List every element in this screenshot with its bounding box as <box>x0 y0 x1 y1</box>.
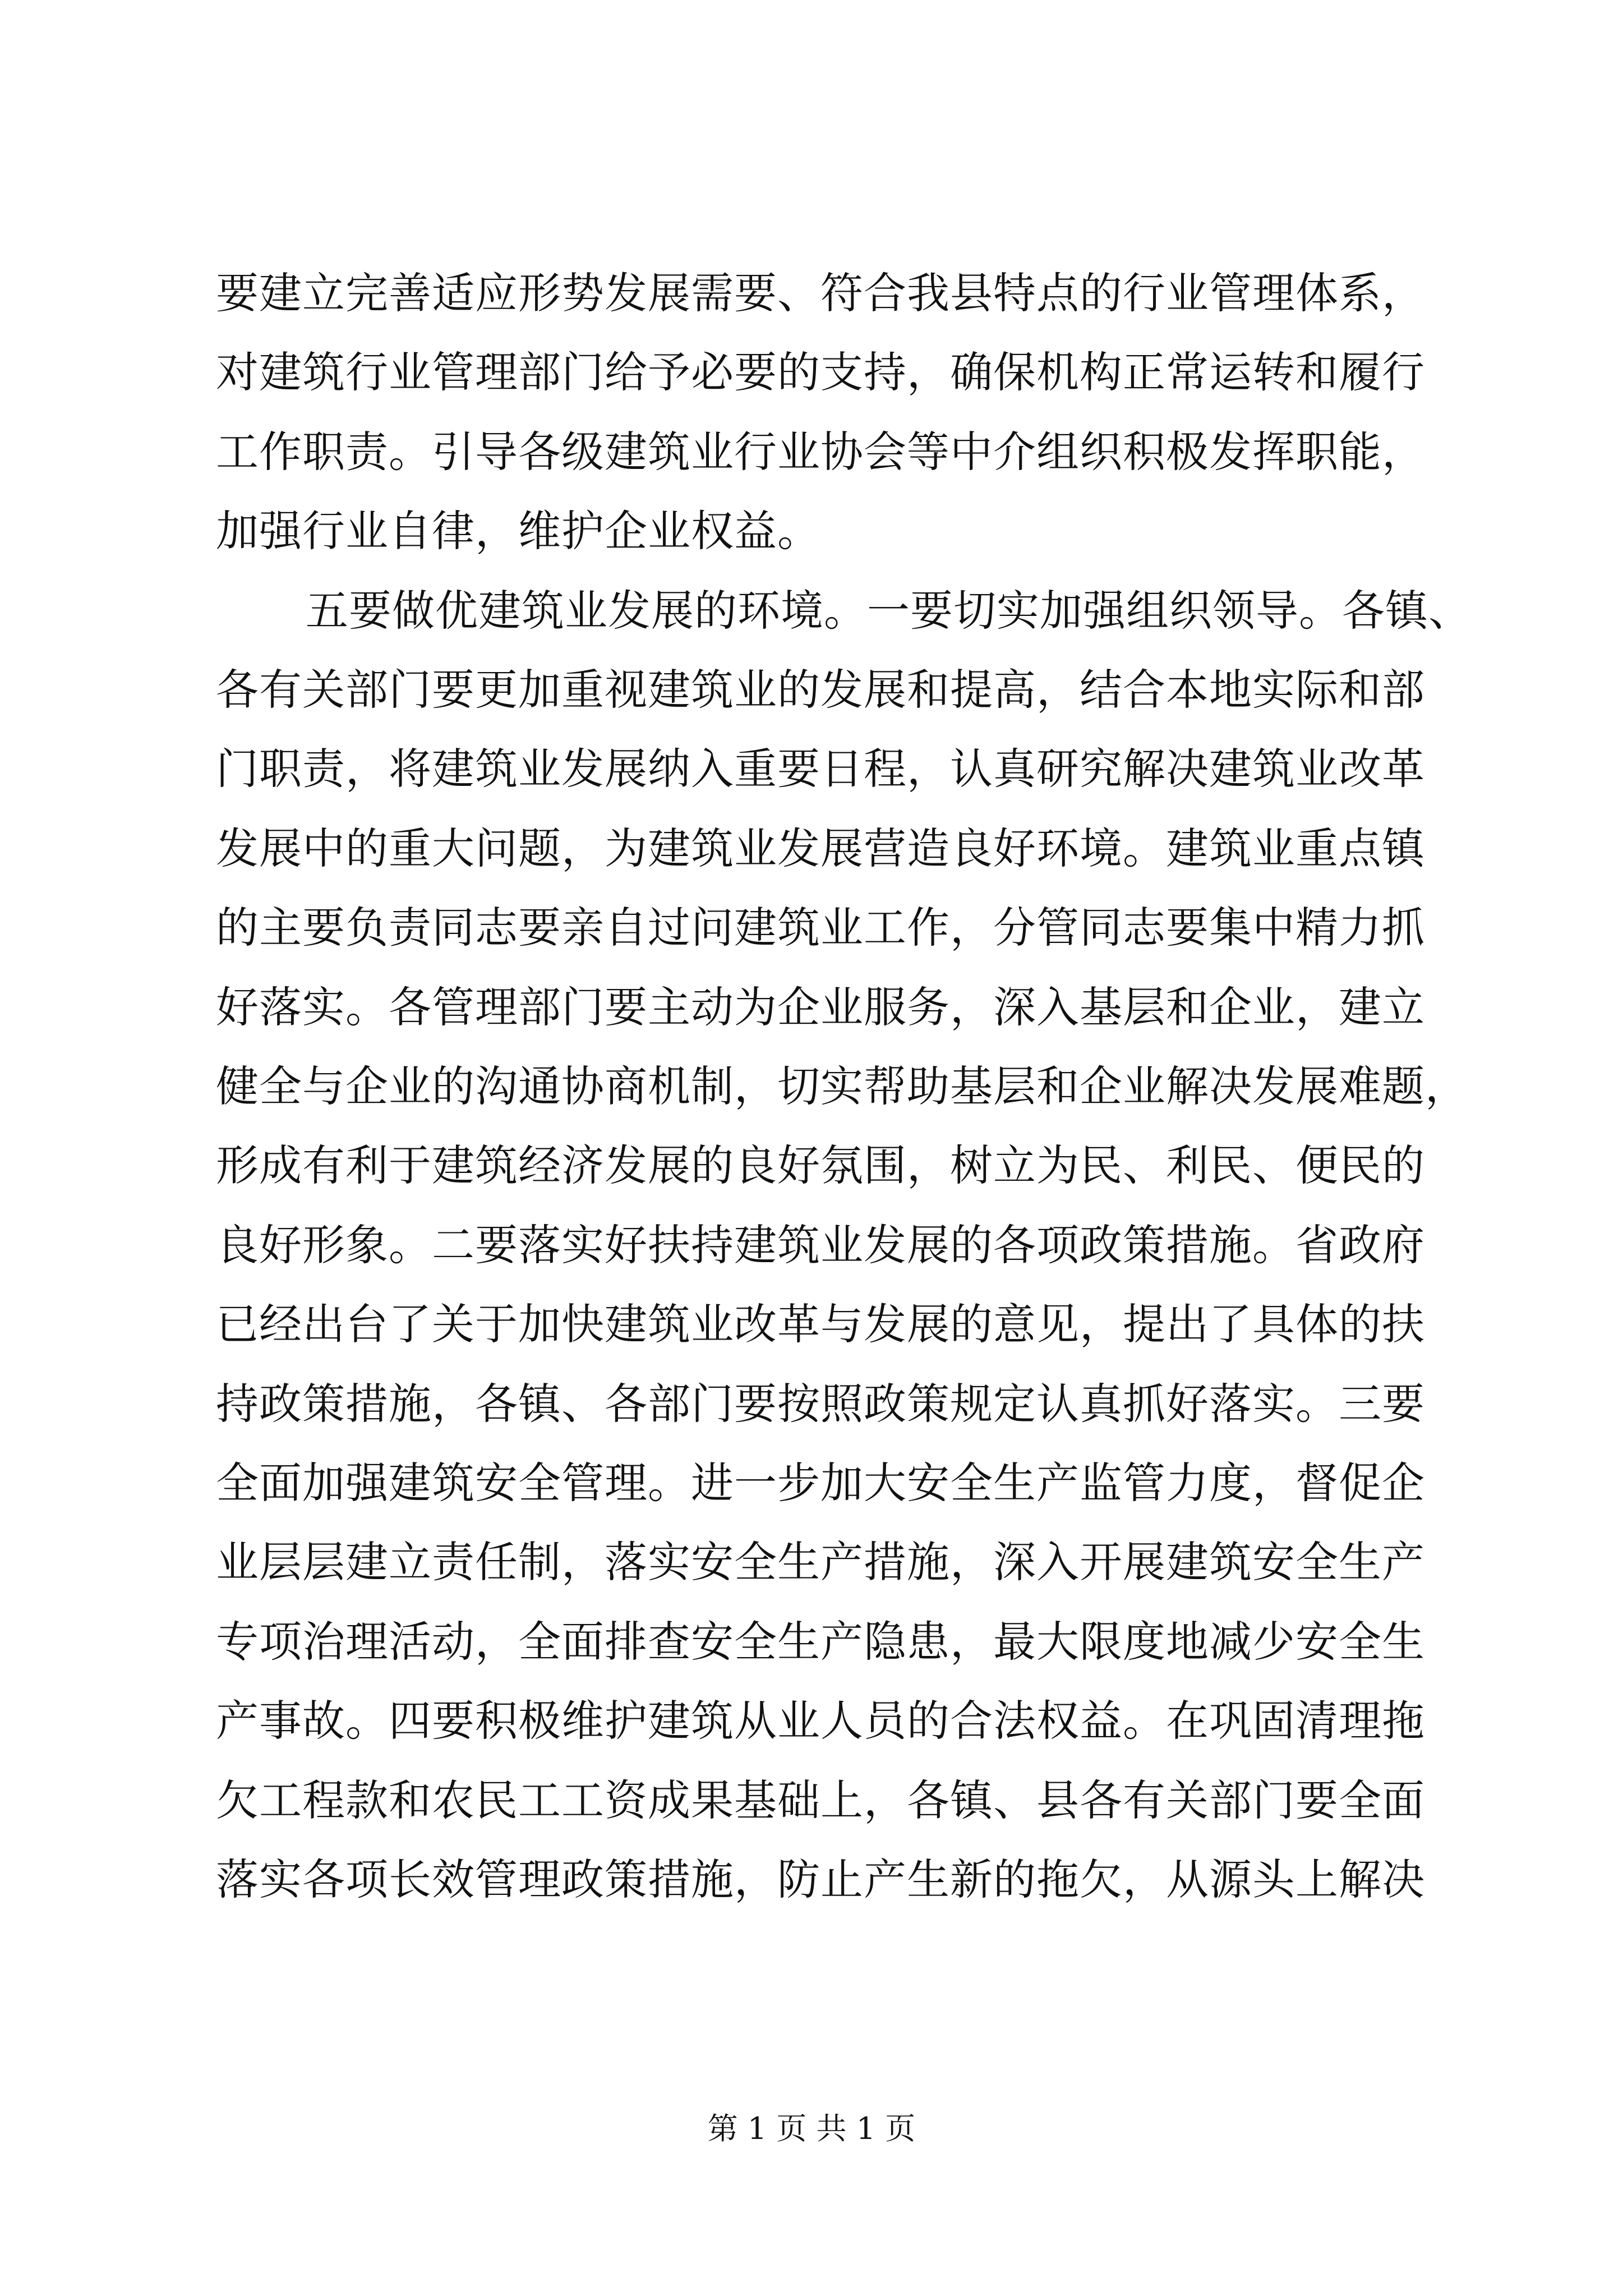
text-line: 各有关部门要更加重视建筑业的发展和提高，结合本地实际和部 <box>216 665 1425 715</box>
text-line: 已经出台了关于加快建筑业改革与发展的意见，提出了具体的扶 <box>216 1299 1425 1349</box>
text-line: 发展中的重大问题，为建筑业发展营造良好环境。建筑业重点镇 <box>216 823 1425 873</box>
text-line: 产事故。四要积极维护建筑从业人员的合法权益。在巩固清理拖 <box>216 1696 1425 1746</box>
text-line: 持政策措施，各镇、各部门要按照政策规定认真抓好落实。三要 <box>216 1379 1425 1429</box>
text-line: 专项治理活动，全面排查安全生产隐患，最大限度地减少安全生 <box>216 1617 1425 1667</box>
text-line: 落实各项长效管理政策措施，防止产生新的拖欠，从源头上解决 <box>216 1855 1425 1904</box>
text-line: 的主要负责同志要亲自过问建筑业工作，分管同志要集中精力抓 <box>216 903 1425 953</box>
paragraph-first-line: 五要做优建筑业发展的环境。一要切实加强组织领导。各镇、 <box>306 586 1472 636</box>
text-line: 形成有利于建筑经济发展的良好氛围，树立为民、利民、便民的 <box>216 1140 1425 1190</box>
text-line: 加强行业自律，维护企业权益。 <box>216 506 820 556</box>
page-footer: 第 1 页 共 1 页 <box>707 2111 916 2146</box>
text-line: 工作职责。引导各级建筑业行业协会等中介组织积极发挥职能， <box>216 427 1425 477</box>
text-line: 门职责，将建筑业发展纳入重要日程，认真研究解决建筑业改革 <box>216 744 1425 794</box>
text-line: 健全与企业的沟通协商机制，切实帮助基层和企业解决发展难题， <box>216 1061 1468 1111</box>
text-line: 对建筑行业管理部门给予必要的支持，确保机构正常运转和履行 <box>216 347 1425 397</box>
text-line: 良好形象。二要落实好扶持建筑业发展的各项政策措施。省政府 <box>216 1220 1425 1270</box>
text-line: 业层层建立责任制，落实安全生产措施，深入开展建筑安全生产 <box>216 1537 1425 1587</box>
text-line: 好落实。各管理部门要主动为企业服务，深入基层和企业，建立 <box>216 982 1425 1032</box>
text-line: 欠工程款和农民工工资成果基础上，各镇、县各有关部门要全面 <box>216 1775 1425 1825</box>
text-line: 全面加强建筑安全管理。进一步加大安全生产监管力度，督促企 <box>216 1458 1425 1508</box>
text-line: 要建立完善适应形势发展需要、符合我县特点的行业管理体系， <box>216 268 1425 318</box>
